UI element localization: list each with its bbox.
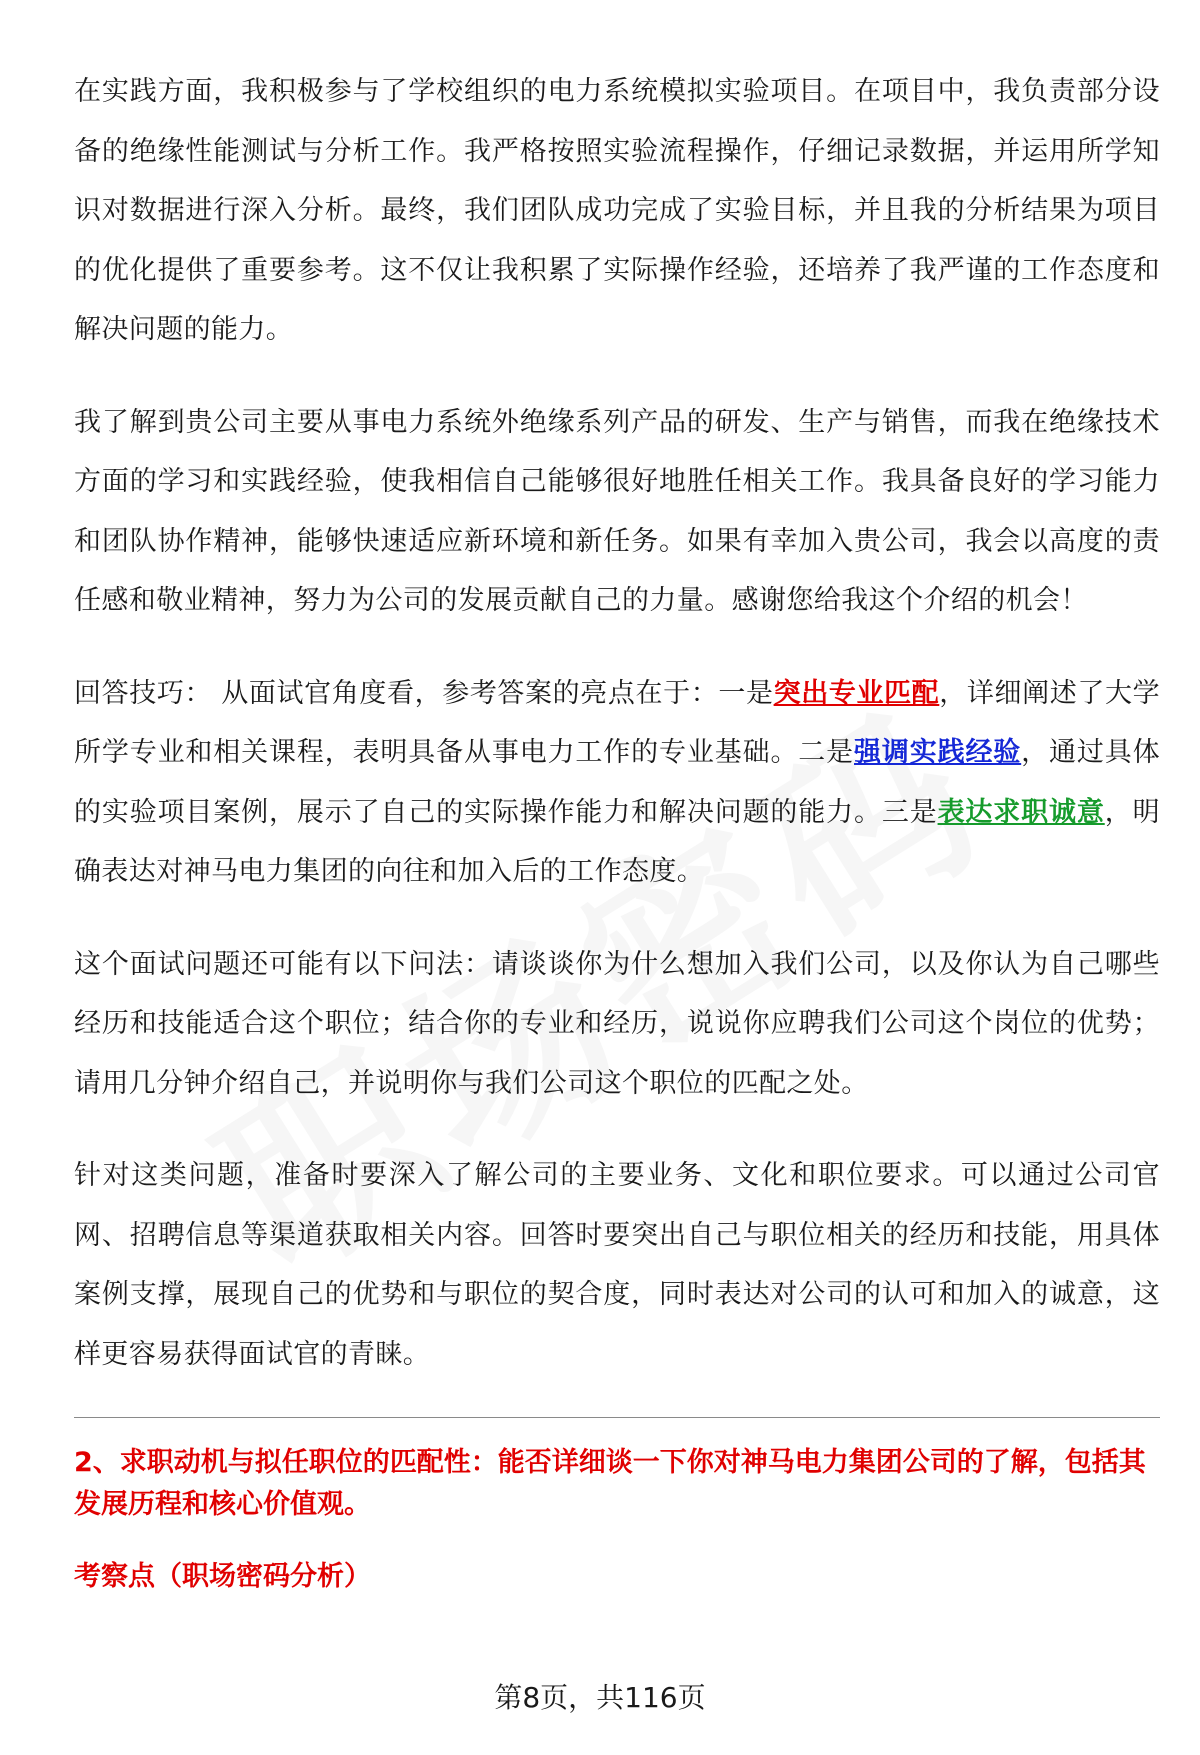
paragraph-practice: 在实践方面，我积极参与了学校组织的电力系统模拟实验项目。在项目中，我负责部分设备的绝缘性能测试与分析工作。我严格按照实验流程操作，仔细记录数据，并运用所学知识对数据进行深入分析。最终，我们团队成功完成了实验目标，并且我的分析结果为项目的优化提供了重要参考。这不仅让我积累了实际操作经验，还培养了我严谨的工作态度和解决问题的能力。: [74, 76, 1160, 345]
section-divider: [74, 1417, 1160, 1418]
section-label: 考察点（职场密码分析）: [74, 1561, 371, 1592]
tips-text-2: ，详细阐述了大学所学专业和相关课程，表明具备从事电力工作的专业基础。二是: [74, 677, 1161, 768]
tips-text-1: 回答技巧： 从面试官角度看，参考答案的亮点在于：一是: [74, 677, 774, 709]
tips-text-3: ，通过具体的实验项目案例，展示了自己的实际操作能力和解决问题的能力。三是: [74, 737, 1161, 828]
paragraph-answer-tips: [74, 664, 1160, 902]
document-page: [74, 62, 1160, 1598]
page-number: 第8页，共116页: [494, 1681, 706, 1714]
question-title: 2、求职动机与拟任职位的匹配性：能否详细谈一下你对神马电力集团公司的了解，包括其发展历程和核心价值观。: [74, 1447, 1146, 1520]
highlight-practice-experience: 强调实践经验: [854, 737, 1022, 768]
paragraph-preparation-advice: 针对这类问题，准备时要深入了解公司的主要业务、文化和职位要求。可以通过公司官网、招聘信息等渠道获取相关内容。回答时要突出自己与职位相关的经历和技能，用具体案例支撑，展现自己的优势和与职位的契合度，同时表达对公司的认可和加入的诚意，这样更容易获得面试官的青睐。: [74, 1160, 1160, 1370]
tips-text-4: ，明确表达对神马电力集团的向往和加入后的工作态度。: [74, 796, 1160, 887]
paragraph-company-fit: 我了解到贵公司主要从事电力系统外绝缘系列产品的研发、生产与销售，而我在绝缘技术方面的学习和实践经验，使我相信自己能够很好地胜任相关工作。我具备良好的学习能力和团队协作精神，能够快速适应新环境和新任务。如果有幸加入贵公司，我会以高度的责任感和敬业精神，努力为公司的发展贡献自己的力量。感谢您给我这个介绍的机会！: [74, 406, 1160, 616]
highlight-sincerity: 表达求职诚意: [937, 796, 1105, 828]
highlight-professional-match: 突出专业匹配: [773, 677, 940, 709]
paragraph-alternative-questions: 这个面试问题还可能有以下问法：请谈谈你为什么想加入我们公司，以及你认为自己哪些经历和技能适合这个职位；结合你的专业和经历，说说你应聘我们公司这个岗位的优势；请用几分钟介绍自己，并说明你与我们公司这个职位的匹配之处。: [74, 948, 1160, 1099]
